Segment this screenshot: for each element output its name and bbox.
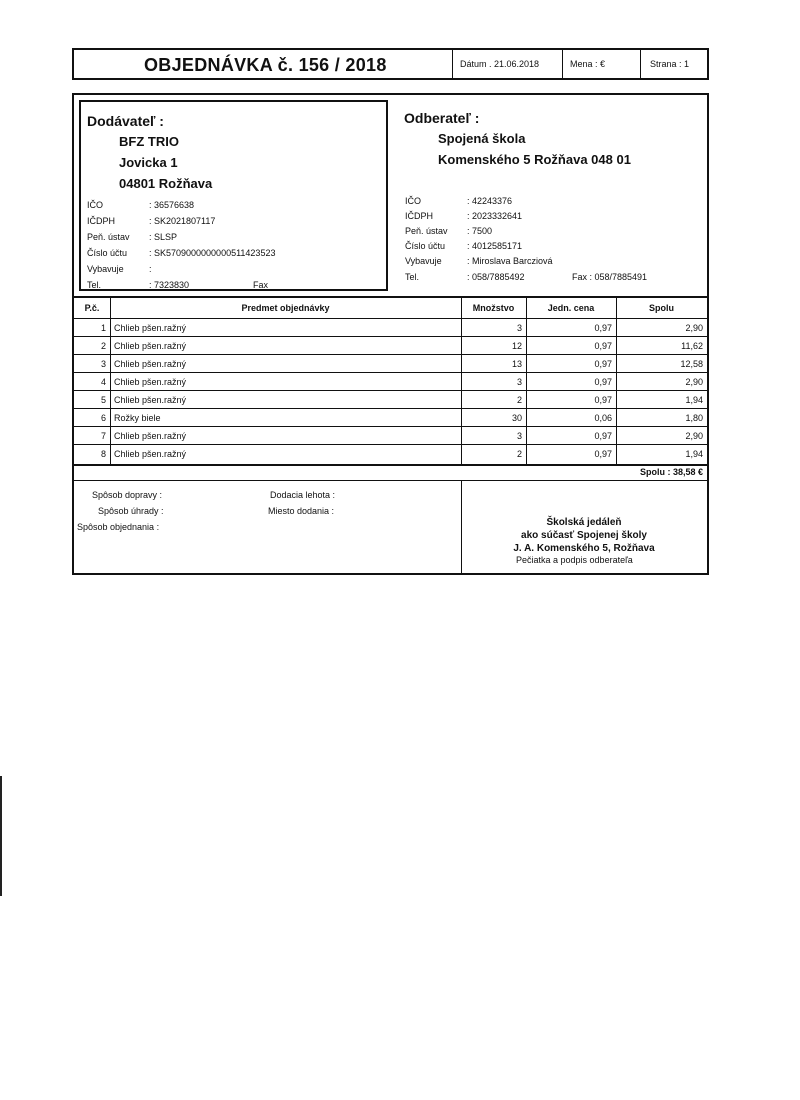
footer-divider — [461, 480, 462, 573]
supplier-box: Dodávateľ : BFZ TRIO Jovicka 1 04801 Rožňava IČO : 36576638 IČDPH : SK2021807117 Peň. ústav : SLSP Číslo účtu : SK5709000000000511423523 Vybavuje : Tel. : 7323830 Fax — [79, 100, 388, 291]
order-form: Dodávateľ : BFZ TRIO Jovicka 1 04801 Rožňava IČO : 36576638 IČDPH : SK2021807117 Peň. ústav : SLSP Číslo účtu : SK5709000000000511423523 Vybavuje : Tel. : 7323830 Fax Odberateľ : Spojená škola Komenského 5 Rožňava 048 01 IČO : 42243376 IČDPH : 2023332641 Peň. ústav : 7500 Číslo účtu : 4012585171 Vybavuje : Miroslava Barcziová Tel. : 058/7885492 Fax : 058/7885491 P.č. Predmet objednávky Množstvo Jedn. cena Spolu 1 Chlieb pšen.ražný 3 0,97 2,90 2 Chlieb pšen.ražný 12 0,97 11,62 3 Chlieb pšen.ražný 13 0,97 12,58 4 Chlieb pšen.ražný 3 0,97 2,90 5 Chlieb pšen.ražný 2 0,97 1,94 6 Rožky biele 30 0,06 1,80 7 Chlieb pšen.ražný 3 0,97 2,90 8 Chlieb pšen.ražný 2 0,97 1,94 Spolu : 38,58 € Spôsob dopravy : Spôsob úhrady : Spôsob objednania : Dodacia lehota : Miesto dodania : Školská jedáleň ako súčasť Spojenej školy J. A. Komenského 5, Rožňava Pečiatka a podpis odberateľa — [72, 93, 709, 575]
table-row: 7 Chlieb pšen.ražný 3 0,97 2,90 — [74, 426, 707, 445]
stamp-line-2: ako súčasť Spojenej školy — [521, 530, 647, 541]
order-title: OBJEDNÁVKA č. 156 / 2018 — [144, 55, 387, 75]
header-divider — [562, 50, 563, 78]
grand-total: Spolu : 38,58 € — [639, 467, 703, 477]
customer-fax: Fax : 058/7885491 — [572, 272, 648, 282]
stamp-line-1: Školská jedáleň — [546, 517, 622, 528]
order-date: Dátum . 21.06.2018 — [460, 59, 540, 69]
supplier-street: Jovicka 1 — [119, 155, 178, 170]
table-row: 5 Chlieb pšen.ražný 2 0,97 1,94 — [74, 390, 707, 409]
payment-method: Spôsob úhrady : — [98, 506, 164, 516]
header-divider — [452, 50, 453, 78]
delivery-place: Miesto dodania : — [268, 506, 335, 516]
table-row: 6 Rožky biele 30 0,06 1,80 — [74, 408, 707, 427]
header-divider — [640, 50, 641, 78]
supplier-fax: Fax — [253, 280, 269, 290]
scan-edge-mark — [0, 776, 2, 896]
col-header-total: Spolu — [649, 303, 674, 313]
col-header-no: P.č. — [84, 303, 100, 313]
customer-label: Odberateľ : — [404, 110, 480, 126]
table-row: 2 Chlieb pšen.ražný 12 0,97 11,62 — [74, 336, 707, 355]
transport-method: Spôsob dopravy : — [92, 490, 163, 500]
delivery-time: Dodacia lehota : — [270, 490, 336, 500]
table-row: 8 Chlieb pšen.ražný 2 0,97 1,94 — [74, 444, 707, 463]
items-table — [74, 296, 707, 465]
supplier-name: BFZ TRIO — [119, 134, 179, 149]
order-currency: Mena : € — [570, 59, 606, 69]
col-header-qty: Množstvo — [472, 303, 515, 313]
stamp-line-3: J. A. Komenského 5, Rožňava — [513, 543, 655, 554]
col-header-price: Jedn. cena — [547, 303, 595, 313]
supplier-city: 04801 Rožňava — [119, 176, 213, 191]
table-row: 1 Chlieb pšen.ražný 3 0,97 2,90 — [74, 318, 707, 337]
order-page: Strana : 1 — [650, 59, 690, 69]
customer-name: Spojená škola — [438, 131, 526, 146]
table-row: 4 Chlieb pšen.ražný 3 0,97 2,90 — [74, 372, 707, 391]
total-bar — [74, 464, 707, 481]
table-row: 3 Chlieb pšen.ražný 13 0,97 12,58 — [74, 354, 707, 373]
col-header-item: Predmet objednávky — [241, 303, 330, 313]
ordering-method: Spôsob objednania : — [77, 522, 160, 532]
supplier-label: Dodávateľ : — [87, 113, 164, 129]
customer-address: Komenského 5 Rožňava 048 01 — [438, 152, 631, 167]
signature-label: Pečiatka a podpis odberateľa — [516, 555, 633, 565]
header-bar — [72, 48, 709, 80]
